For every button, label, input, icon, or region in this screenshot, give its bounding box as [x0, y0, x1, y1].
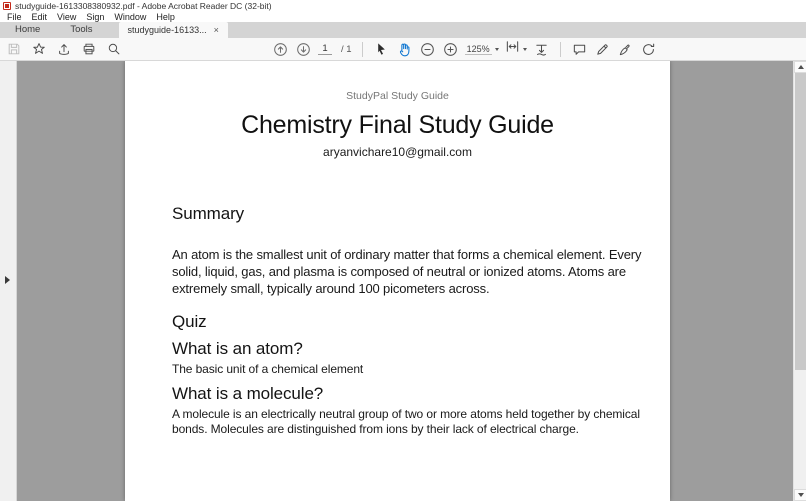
pen-nib-icon [618, 42, 633, 57]
plus-circle-icon [443, 42, 458, 57]
tab-document-label: studyguide-16133... [127, 25, 207, 35]
speech-bubble-icon [572, 42, 587, 57]
search-icon [107, 42, 121, 56]
menu-bar [0, 12, 806, 22]
cursor-arrow-icon [374, 42, 388, 56]
fit-width-dropdown[interactable] [505, 39, 527, 59]
hand-tool-button[interactable] [396, 40, 413, 58]
select-tool-button[interactable] [373, 40, 390, 58]
menu-sign[interactable]: Sign [86, 12, 105, 22]
fill-sign-button[interactable] [594, 40, 611, 58]
document-watermark: StudyPal Study Guide [346, 90, 449, 102]
scrollbar-thumb[interactable] [795, 73, 806, 370]
upload-icon [57, 42, 71, 56]
quiz-answer-2: A molecule is an electrically neutral group of two or more atoms held together by chemical bonds. Molecules are distinguished from ions by their lack of electrical charge. [172, 407, 640, 436]
minus-circle-icon [420, 42, 435, 57]
signature-button[interactable] [617, 40, 634, 58]
circular-arrow-icon [641, 42, 656, 57]
tab-home[interactable]: Home [15, 24, 41, 35]
toolbar [0, 38, 806, 61]
pencil-icon [595, 42, 610, 57]
save-icon [7, 42, 21, 56]
scroll-page-icon [534, 42, 549, 57]
title-bar [0, 0, 806, 12]
expand-panel-arrow-icon[interactable] [5, 276, 10, 284]
pdf-page [125, 61, 670, 501]
quiz-question-2: What is a molecule? [172, 384, 324, 403]
print-button[interactable] [80, 40, 97, 58]
save-button[interactable] [5, 40, 22, 58]
quiz-question-1: What is an atom? [172, 339, 303, 358]
menu-window[interactable]: Window [114, 12, 147, 22]
scroll-up-button[interactable] [794, 61, 806, 73]
document-title: Chemistry Final Study Guide [241, 111, 554, 139]
vertical-scrollbar[interactable] [793, 61, 806, 501]
document-viewport [0, 61, 806, 501]
triangle-up-icon [798, 65, 804, 69]
toolbar-divider [362, 42, 363, 57]
navigation-pane-collapsed[interactable] [0, 61, 17, 501]
page-total-label: / 1 [341, 43, 352, 55]
zoom-in-button[interactable] [442, 40, 459, 58]
star-icon [32, 42, 46, 56]
menu-help[interactable]: Help [156, 12, 175, 22]
zoom-out-button[interactable] [419, 40, 436, 58]
quiz-answer-1: The basic unit of a chemical element [172, 362, 364, 376]
zoom-level-value: 125% [466, 43, 490, 54]
page-display-button[interactable] [533, 40, 550, 58]
next-page-button[interactable] [295, 40, 312, 58]
fit-width-icon [505, 39, 520, 59]
scroll-down-button[interactable] [794, 489, 806, 501]
acrobat-app-icon [3, 2, 11, 10]
menu-view[interactable]: View [57, 12, 77, 22]
summary-text: An atom is the smallest unit of ordinary matter that forms a chemical element. Every solid, liquid, gas, and plasma is composed of neutral or ionized atoms. Atoms are extremely small, typically around 100 picometers across. [172, 247, 642, 296]
triangle-down-icon [798, 493, 804, 497]
summary-heading: Summary [172, 204, 245, 223]
quiz-heading: Quiz [172, 312, 207, 331]
zoom-level-dropdown[interactable] [465, 44, 499, 55]
tab-document[interactable] [119, 22, 228, 38]
favorites-button[interactable] [30, 40, 47, 58]
menu-edit[interactable]: Edit [31, 12, 48, 22]
menu-file[interactable]: File [7, 12, 22, 22]
comment-button[interactable] [571, 40, 588, 58]
share-upload-button[interactable] [55, 40, 72, 58]
chevron-down-icon [495, 48, 499, 51]
previous-page-button[interactable] [272, 40, 289, 58]
find-button[interactable] [105, 40, 122, 58]
send-share-button[interactable] [640, 40, 657, 58]
tab-tools[interactable]: Tools [70, 24, 93, 35]
window-title: studyguide-1613308380932.pdf - Adobe Acrobat Reader DC (32-bit) [15, 1, 272, 11]
tab-close-icon[interactable]: × [213, 24, 219, 35]
tab-bar [0, 22, 806, 38]
arrow-down-circle-icon [296, 42, 311, 57]
toolbar-divider [560, 42, 561, 57]
printer-icon [82, 42, 96, 56]
chevron-down-icon [523, 48, 527, 51]
hand-icon [397, 42, 412, 57]
arrow-up-circle-icon [273, 42, 288, 57]
document-email: aryanvichare10@gmail.com [323, 145, 472, 159]
page-number-input[interactable]: 1 [318, 43, 332, 55]
